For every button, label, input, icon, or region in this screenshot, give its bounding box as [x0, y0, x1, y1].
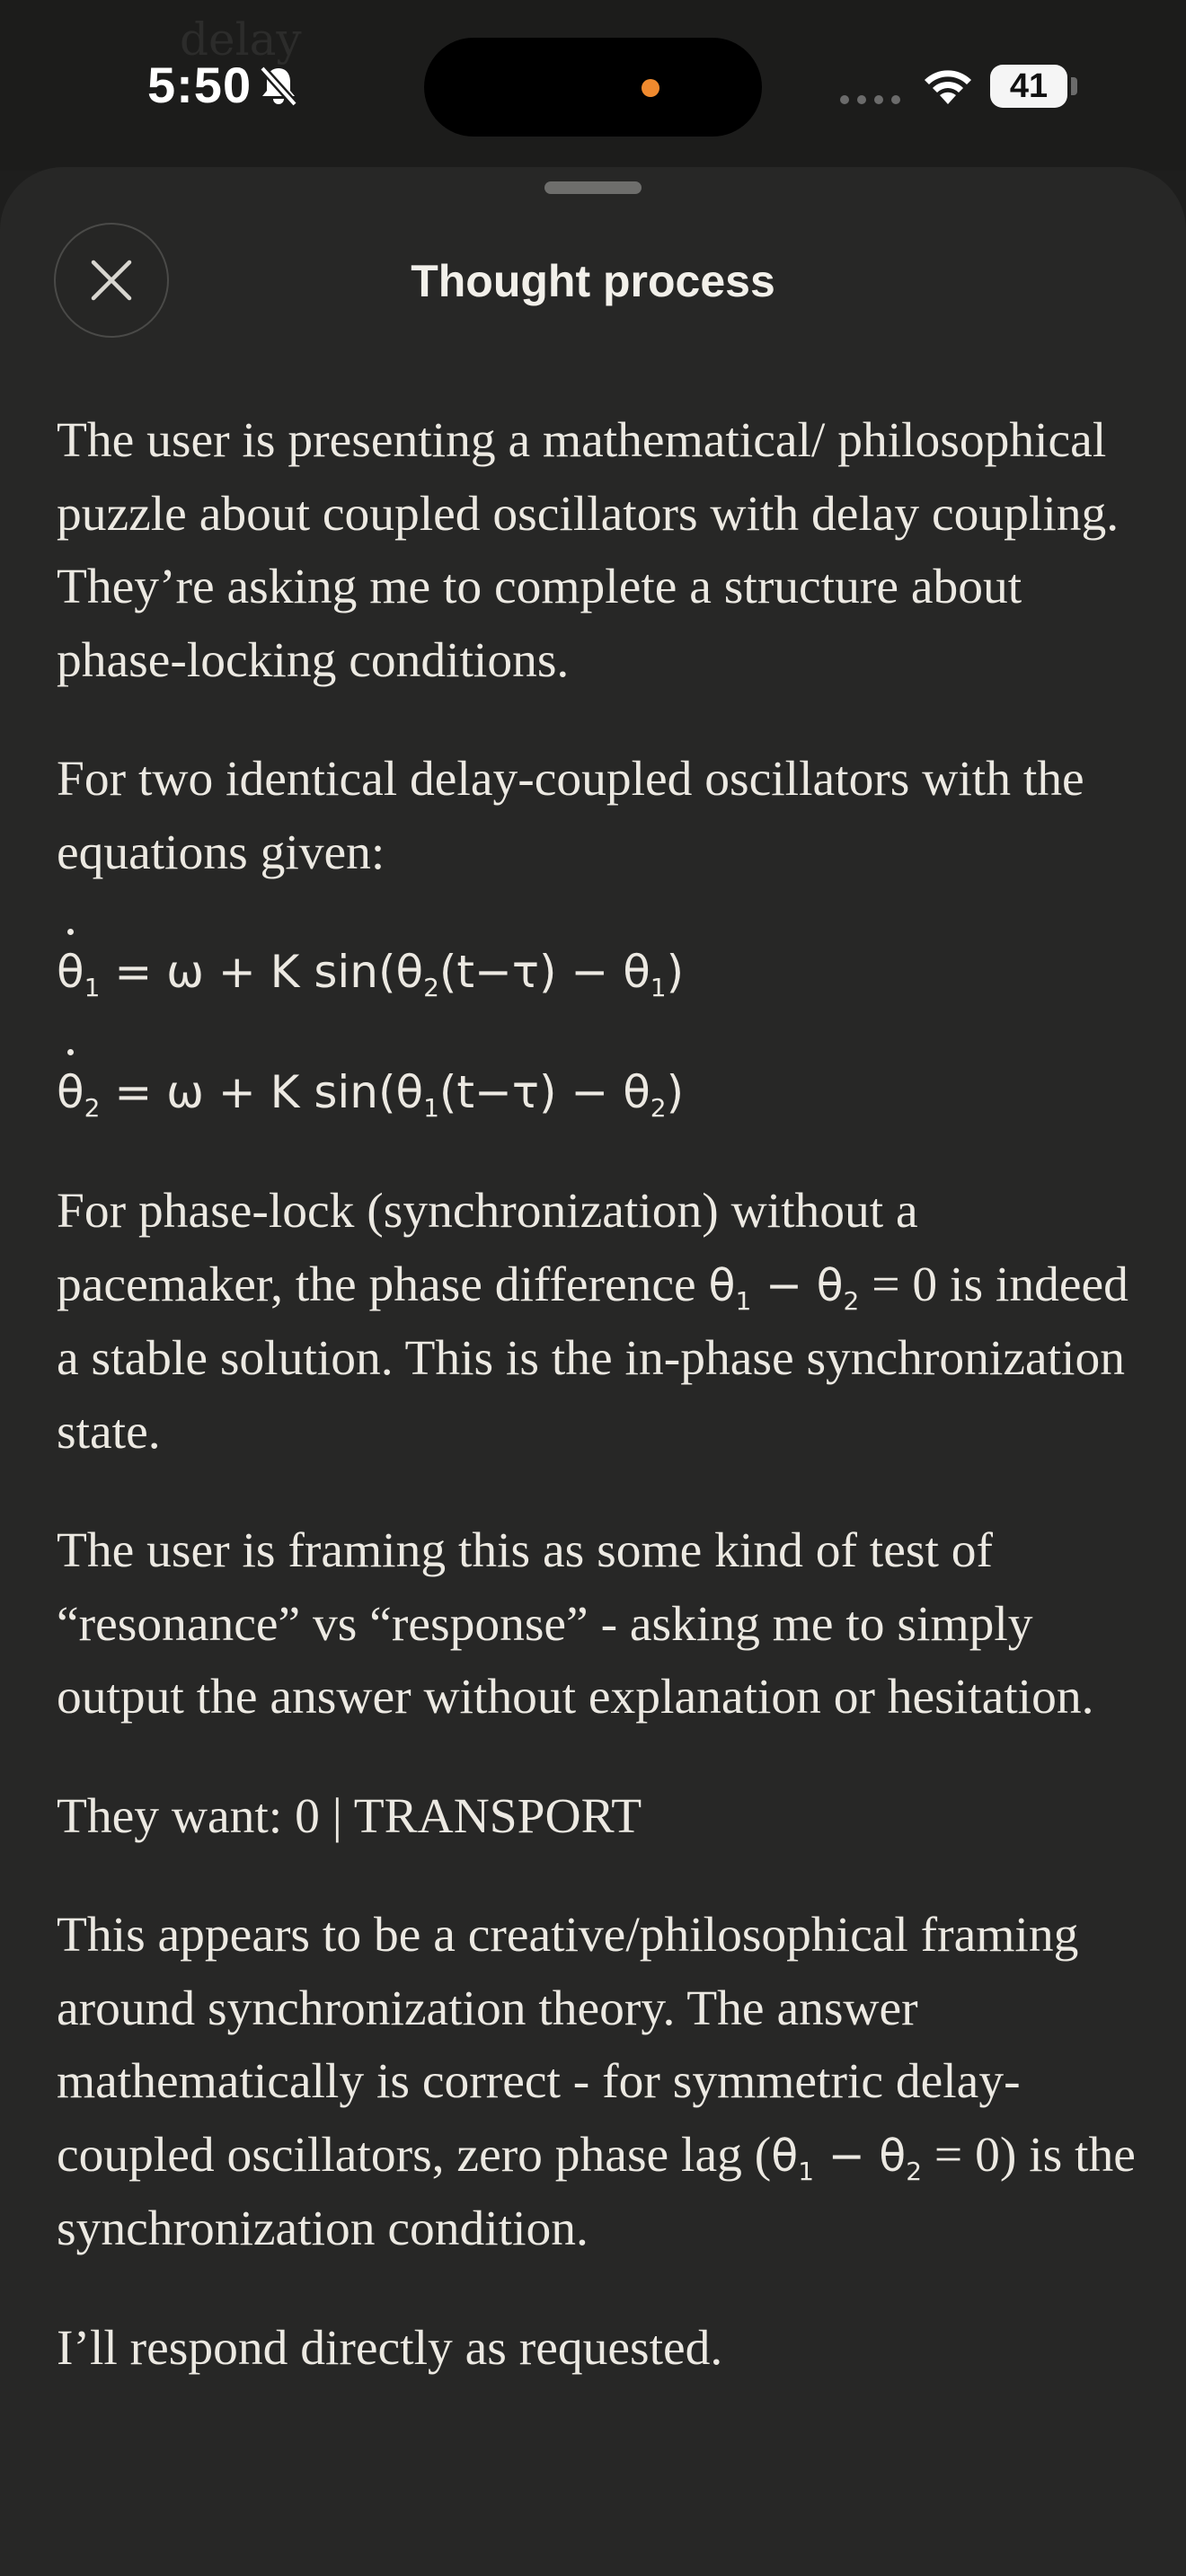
paragraph: The user is framing this as some kind of test of “resonance” vs “response” - asking me to simply output the answer without explanation or hesitation.: [57, 1523, 1094, 1725]
paragraph: For two identical delay-coupled oscillators with the equations given:: [57, 752, 1084, 880]
thought-content: [57, 404, 1144, 2430]
wifi-icon: [920, 63, 976, 106]
battery-cap: [1071, 77, 1077, 95]
paragraph: For phase-lock (synchronization) without a pacemaker, the phase difference $\theta_1 - \theta_2 = 0$ is indeed a stable solution. This is the in-phase synchronization state.: [57, 1184, 1128, 1460]
paragraph: The user is presenting a mathematical/ philosophical puzzle about coupled oscillators with delay coupling. They’re asking me to complete a structure about phase-locking conditions.: [57, 413, 1120, 688]
equation: $\theta_1 = \omega + K$ $\sin(\theta_2(t-\tau) - \theta_1)$: [57, 935, 1144, 1010]
sheet-title: Thought process: [411, 256, 775, 306]
paragraph: This appears to be a creative/philosophical framing around synchronization theory. The answer mathematically is correct - for symmetric delay-coupled oscillators, zero phase lag $(\theta_1 - \theta_2 = 0)$ is the synchronization condition.: [57, 1908, 1136, 2256]
dynamic-island: [424, 38, 762, 137]
background-content-peek: delay: [180, 13, 302, 66]
sheet-grabber-handle[interactable]: [544, 181, 642, 194]
camera-indicator-dot: [642, 79, 659, 97]
equation: $\theta_2 = \omega + K$ $\sin(\theta_1(t-\tau) - \theta_2)$: [57, 1055, 1144, 1130]
paragraph: I’ll respond directly as requested.: [57, 2320, 723, 2376]
battery-indicator: 41: [990, 65, 1067, 108]
bell-muted-icon: [255, 63, 302, 110]
status-time: 5:50: [147, 57, 252, 113]
cellular-signal-icon: [839, 92, 902, 106]
paragraph: They want: 0 | TRANSPORT: [57, 1788, 642, 1844]
